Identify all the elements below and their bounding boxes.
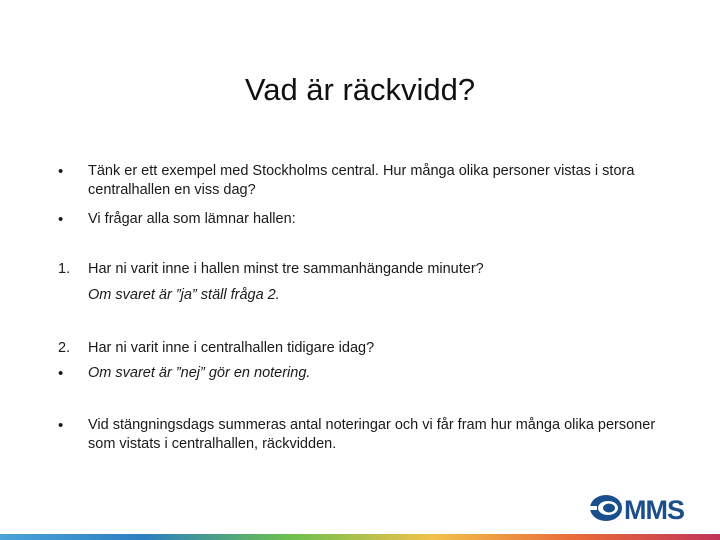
number-marker: 1.: [58, 261, 71, 277]
question-1-text: Har ni varit inne i hallen minst tre sammanhängande minuter?: [88, 261, 484, 277]
question-2: [58, 339, 678, 358]
bullet-item-2: [58, 210, 678, 229]
mms-logo: [588, 488, 708, 528]
bullet-marker: •: [58, 163, 64, 180]
bullet-item-1: [58, 162, 678, 200]
bullet-marker: •: [58, 211, 64, 228]
bullet-marker: •: [58, 365, 64, 382]
slide-title: Vad är räckvidd?: [244, 72, 476, 107]
number-marker: 2.: [58, 340, 71, 356]
question-2-text: Har ni varit inne i centralhallen tidigare idag?: [88, 340, 375, 356]
bullet-marker: •: [58, 417, 64, 434]
closing-bullet: [58, 416, 678, 454]
eye-logo-icon: [588, 495, 622, 521]
closing-text: Vid stängningsdags summeras antal noteringar och vi får fram hur många olika personer som vistats i centralhallen, räckvidden.: [88, 417, 656, 452]
bottom-color-stripe: [0, 534, 720, 540]
question-2-note-text: Om svaret är ”nej” gör en notering.: [88, 365, 311, 381]
logo-text: MMS: [624, 495, 684, 525]
bullet-text-1: Tänk er ett exempel med Stockholms central. Hur många olika personer vistas i stora centralhallen en viss dag?: [88, 163, 635, 198]
question-1-note: Om svaret är ”ja” ställ fråga 2.: [88, 287, 280, 303]
question-1: [58, 260, 678, 305]
question-2-note: [58, 364, 678, 383]
bullet-text-2: Vi frågar alla som lämnar hallen:: [88, 211, 296, 227]
